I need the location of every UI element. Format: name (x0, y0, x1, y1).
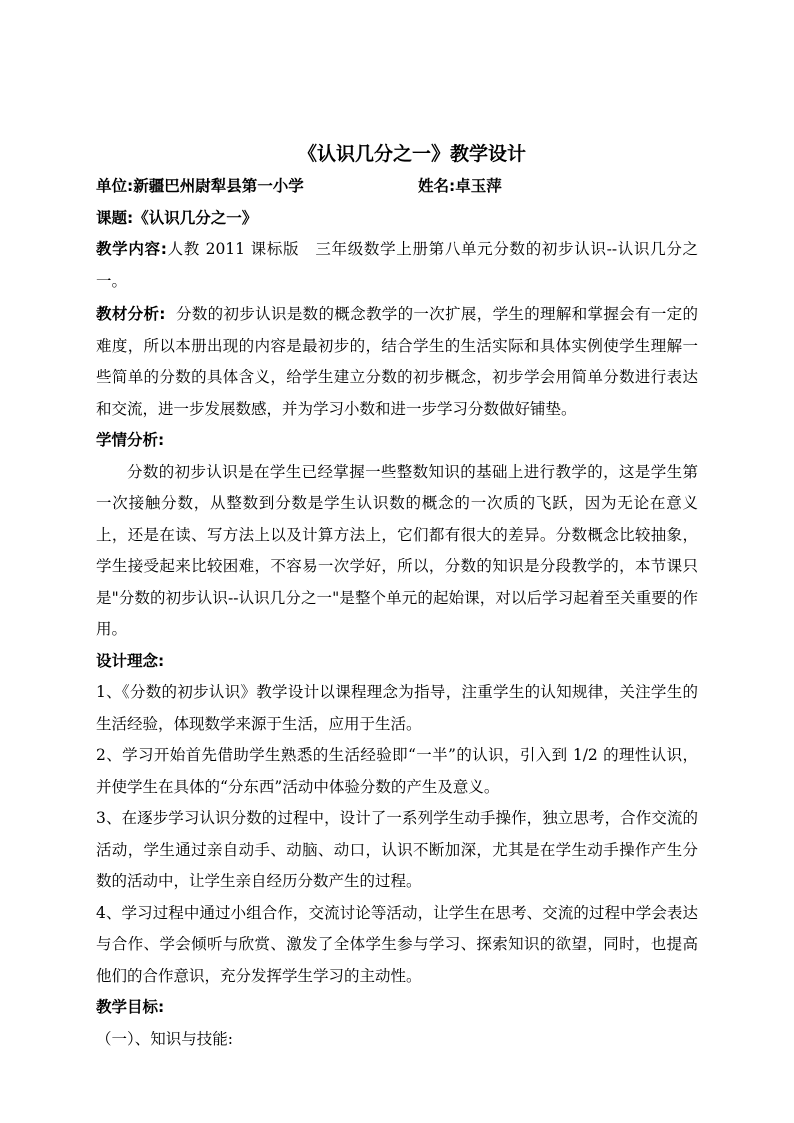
name-value: 卓玉萍 (455, 177, 502, 195)
document-title: 《认识几分之一》教学设计 (297, 143, 526, 165)
name-label: 姓名: (418, 177, 456, 195)
concept-item: 3、在逐步学习认识分数的过程中，设计了一系列学生动手操作，独立思考，合作交流的活动，学生通过亲自动手、动脑、动口，认识不断加深，尤其是在学生动手操作产生分数的活动中，让学生亲自经历分数产生的过程。 (96, 809, 698, 890)
concept-item: 2、学习开始首先借助学生熟悉的生活经验即“一半”的认识，引入到 1/2 的理性认识，并使学生在具体的“分东西”活动中体验分数的产生及意义。 (96, 746, 698, 796)
document-page (96, 137, 698, 1055)
unit-field (96, 171, 418, 203)
goal-subheading: （一）、知识与技能: (96, 1029, 233, 1048)
topic-line (96, 203, 698, 235)
learner-heading (96, 425, 698, 457)
content-paragraph (96, 234, 698, 297)
content-text: 人教 2011 课标版 三年级数学上册第八单元分数的初步认识--认识几分之一。 (96, 240, 699, 290)
unit-label: 单位: (96, 177, 134, 195)
material-paragraph (96, 299, 698, 425)
concept-item: 1、《分数的初步认识》教学设计以课程理念为指导，注重学生的认知规律，关注学生的生活经验，体现数学来源于生活，应用于生活。 (96, 683, 698, 733)
author-meta (96, 171, 698, 203)
unit-value: 新疆巴州尉犁县第一小学 (133, 177, 304, 195)
material-label: 教材分析: (96, 305, 166, 323)
goal-label: 教学目标: (96, 998, 165, 1016)
name-field (418, 171, 502, 203)
topic-label: 课题: (96, 208, 134, 227)
concept-item: 4、学习过程中通过小组合作，交流讨论等活动，让学生在思考、交流的过程中学会表达与合作、学会倾听与欣赏、激发了全体学生参与学习、探索知识的欲望，同时，也提高他们的合作意识，充分发挥学生学习的主动性。 (96, 903, 698, 985)
concept-heading (96, 646, 698, 678)
learner-label: 学情分析: (96, 431, 165, 449)
goal-heading (96, 992, 698, 1024)
concept-label: 设计理念: (96, 651, 165, 670)
content-label: 教学内容: (96, 240, 167, 258)
material-text: 分数的初步认识是数的概念教学的一次扩展，学生的理解和掌握会有一定的难度，所以本册出现的内容是最初步的，结合学生的生活实际和具体实例使学生理解一些简单的分数的具体含义，给学生建立分数的初步概念，初步学会用简单分数进行表达和交流，进一步发展数感，并为学习小数和进一步学习分数做好铺垫。 (96, 305, 698, 418)
topic-value: 《认识几分之一》 (133, 208, 258, 227)
learner-paragraph: 分数的初步认识是在学生已经掌握一些整数知识的基础上进行教学的，这是学生第一次接触分数，从整数到分数是学生认识数的概念的一次质的飞跃，因为无论在意义上，还是在读、写方法上以及计算方法上，它们都有很大的差异。分数概念比较抽象，学生接受起来比较困难，不容易一次学好，所以，分数的知识是分段教学的，本节课只是"分数的初步认识--认识几分之一"是整个单元的起始课，对以后学习起着至关重要的作用。 (96, 462, 698, 638)
